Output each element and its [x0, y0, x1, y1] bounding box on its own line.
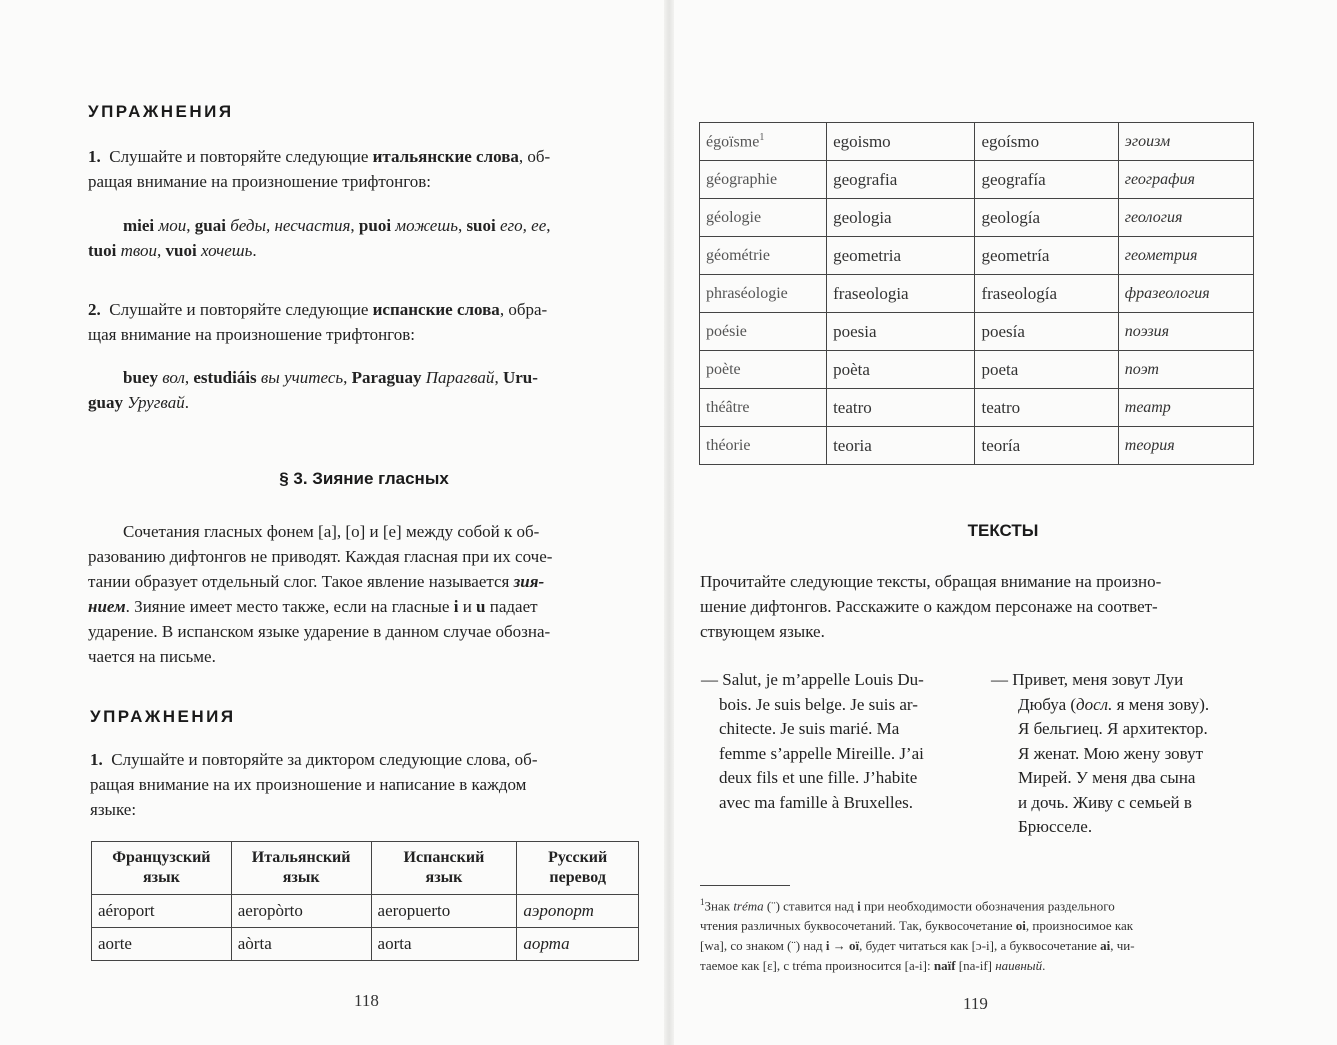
table-header: Итальянский язык: [231, 842, 371, 895]
page-number-right: 119: [963, 994, 988, 1013]
table-header: Французский язык: [92, 842, 232, 895]
french-text: — Salut, je m’appelle Louis Du- bois. Je suis belge. Je suis ar- chitecte. Je suis marié. Ma femme s’appelle Mireille. J’ai deux fils et une fille. J’habite avec ma famille à Bruxelles.: [701, 670, 924, 812]
russian-text: — Привет, меня зовут Луи Дюбуа (досл. я меня зову). Я бельгиец. Я архитектор. Я женат. Мою жену зовут Мирей. У меня два сына и дочь. Живу с семьей в Брюсселе.: [991, 670, 1210, 836]
table-row: aorte aòrta aorta аорта: [92, 928, 639, 961]
page-number-left: 118: [354, 991, 379, 1010]
hiatus-paragraph: Сочетания гласных фонем [a], [o] и [e] между собой к об- разованию дифтонгов не приводят. Каждая гласная при их соче- тании образует отдельный слог. Такое явление называется зия- нием. Зияние имеет место также, если на гласные i и u падает ударение. В испанском языке ударение в данном случае обозна- чается на письме.: [88, 522, 553, 666]
texts-intro: Прочитайте следующие тексты, обращая внимание на произно- шение дифтонгов. Расскажите о каждом персонаже на соответ- ствующем языке.: [700, 572, 1162, 641]
table-row: théorie teoria teoría теория: [700, 427, 1254, 465]
vocabulary-table-left: [91, 841, 639, 961]
table-row: poète poèta poeta поэт: [700, 351, 1254, 389]
exercise-2-instruction: 2. Слушайте и повторяйте следующие испанские слова, обра- щая внимание на произношение трифтонгов:: [88, 300, 548, 344]
table-row: géographie geografia geografía география: [700, 161, 1254, 199]
exercises-heading-2: УПРАЖНЕНИЯ: [90, 707, 236, 726]
exercise-1-instruction: 1. Слушайте и повторяйте следующие итальянские слова, об- ращая внимание на произношение трифтонгов:: [88, 147, 551, 191]
table-row: égoïsme$^1$ egoismo egoísmo эгоизм: [700, 123, 1254, 161]
footnote: $^1$Знак tréma (¨) ставится над i при необходимости обозначения раздельного чтения различных буквосочетаний. Так, буквосочетание oi, произносимое как [wa], со знаком (¨) над i → oï, будет читаться как [ɔ-i], а буквосочетание ai, чи- таемое как [ɛ], с tréma произносится [a-i]: naïf [na-if] наивный.: [700, 897, 1135, 974]
footnote-mark: 1: [759, 131, 765, 143]
table-row: phraséologie fraseologia fraseología фразеология: [700, 275, 1254, 313]
table-header-row: [92, 842, 639, 895]
table-row: géologie geologia geología геология: [700, 199, 1254, 237]
texts-heading: ТЕКСТЫ: [967, 521, 1039, 540]
exercise-number: 1.: [88, 147, 101, 166]
footnote-rule: [700, 885, 790, 886]
table-row: géométrie geometria geometría геометрия: [700, 237, 1254, 275]
exercises-heading-1: УПРАЖНЕНИЯ: [88, 102, 234, 121]
table-row: poésie poesia poesía поэзия: [700, 313, 1254, 351]
exercise-3-instruction: 1. Слушайте и повторяйте за диктором следующие слова, об- ращая внимание на их произношение и написание в каждом языке:: [90, 750, 538, 819]
right-page: [669, 0, 1337, 1045]
exercise-1-words: miei мои, guai беды, несчастия, puoi можешь, suoi его, ее, tuoi твои, vuoi хочешь.: [88, 216, 551, 260]
section-title: § 3. Зияние гласных: [279, 469, 449, 488]
table-header: Русский перевод: [517, 842, 639, 895]
left-page: [0, 0, 668, 1045]
table-header: Испанский язык: [371, 842, 517, 895]
vocabulary-table-right: [699, 122, 1254, 465]
table-row: aéroport aeropòrto aeropuerto аэропорт: [92, 895, 639, 928]
exercise-2-words: buey вол, estudiáis вы учитесь, Paraguay Парагвай, Uru- guay Уругвай.: [88, 368, 538, 412]
table-row: théâtre teatro teatro театр: [700, 389, 1254, 427]
